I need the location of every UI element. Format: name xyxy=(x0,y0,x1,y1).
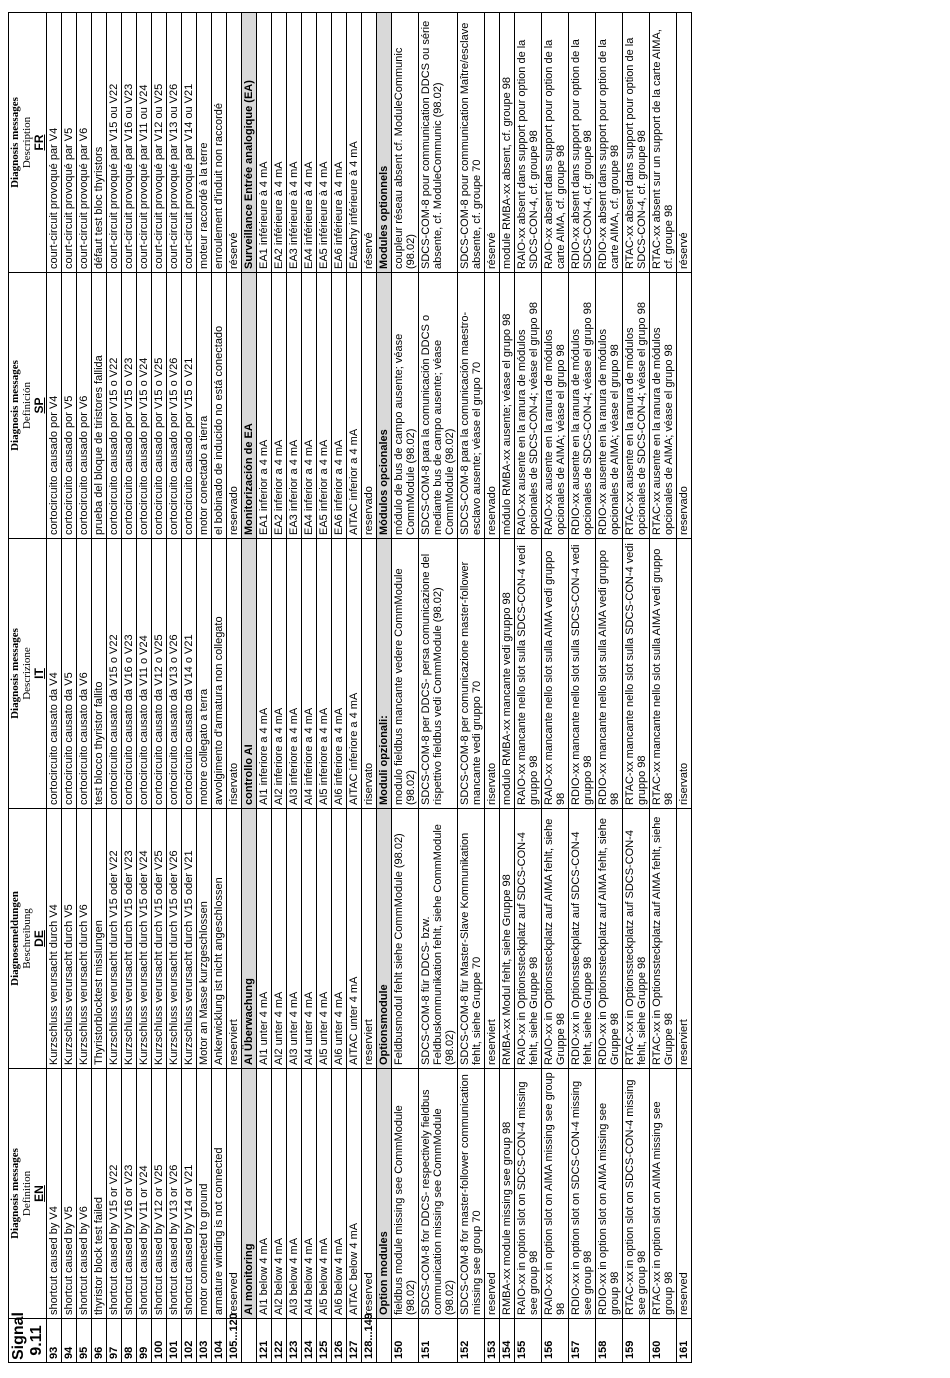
signal-value: 124 xyxy=(302,1319,317,1363)
message-en: AI4 below 4 mA xyxy=(302,1069,317,1319)
message-en: reserved xyxy=(677,1069,692,1319)
table-row xyxy=(152,13,167,1363)
table-row xyxy=(77,13,92,1363)
message-de: SDCS-COM-8 für Master-Slave Kommunikation fehlt, siehe Gruppe 70 xyxy=(458,809,485,1069)
message-it: riservato xyxy=(485,539,500,809)
message-en: shortcut caused by V6 xyxy=(77,1069,92,1319)
message-it: RTAC-xx mancante nello slot sulla AIMA vedi gruppo 98 xyxy=(650,539,677,809)
message-it: cortocircuito causato da V16 o V23 xyxy=(122,539,137,809)
message-de: RDIO-xx in Optionssteckplatz auf AIMA fehlt, siehe Gruppe 98 xyxy=(596,809,623,1069)
message-en: AI2 below 4 mA xyxy=(272,1069,287,1319)
message-en: AI1 below 4 mA xyxy=(257,1069,272,1319)
signal-value: 104 xyxy=(212,1319,227,1363)
message-de: Kurzschluss verursacht durch V15 oder V22 xyxy=(107,809,122,1069)
message-de: Kurzschluss verursacht durch V5 xyxy=(62,809,77,1069)
column-header-fr xyxy=(9,13,47,273)
message-sp: EA6 inferior a 4 mA xyxy=(332,273,347,539)
message-it: AI4 inferiore a 4 mA xyxy=(302,539,317,809)
message-sp: reservado xyxy=(227,273,242,539)
message-de: RMBA-xx Modul fehlt, siehe Gruppe 98 xyxy=(500,809,515,1069)
message-it: SDCS-COM-8 per DDCS- persa comunicazione del rispettivo fieldbus vedi CommModule (98.02) xyxy=(419,539,458,809)
message-de: AI5 unter 4 mA xyxy=(317,809,332,1069)
signal-value: 157 xyxy=(569,1319,596,1363)
message-sp: RTAC-xx ausente en la ranura de módulos opcionales de AIMA; véase el grupo 98 xyxy=(650,273,677,539)
table-row xyxy=(212,13,227,1363)
message-it: riservato xyxy=(362,539,377,809)
message-en: RDIO-xx in option slot on AIMA missing see group 98 xyxy=(596,1069,623,1319)
message-de: Thyristorblocktest misslungen xyxy=(92,809,107,1069)
column-header-it xyxy=(9,539,47,809)
message-sp: RDIO-xx ausente en la ranura de módulos opcionales de AIMA; véase el grupo 98 xyxy=(596,273,623,539)
table-row xyxy=(272,13,287,1363)
header-language: EN xyxy=(32,1185,46,1202)
table-row xyxy=(197,13,212,1363)
table-row xyxy=(122,13,137,1363)
message-fr: réservé xyxy=(362,13,377,273)
message-sp: reservado xyxy=(362,273,377,539)
message-fr: EA4 inférieure à 4 mA xyxy=(302,13,317,273)
message-fr: Surveillance Entrée analogique (EA) xyxy=(242,13,257,273)
message-de: reserviert xyxy=(485,809,500,1069)
message-en: reserved xyxy=(485,1069,500,1319)
table-row xyxy=(392,13,419,1363)
signal-value: 95 xyxy=(77,1319,92,1363)
message-sp: Monitorización de EA xyxy=(242,273,257,539)
table-row xyxy=(485,13,500,1363)
message-de: Kurzschluss verursacht durch V15 oder V21 xyxy=(182,809,197,1069)
message-it: RDIO-xx mancante nello slot sulla AIMA vedi gruppo 98 xyxy=(596,539,623,809)
message-de: reserviert xyxy=(677,809,692,1069)
message-de: AI2 unter 4 mA xyxy=(272,809,287,1069)
table-body xyxy=(47,13,692,1363)
message-fr: EAtachy inférieure à 4 mA xyxy=(347,13,362,273)
signal-value: 96 xyxy=(92,1319,107,1363)
message-it: cortocircuito causato da V12 o V25 xyxy=(152,539,167,809)
message-en: reserved xyxy=(362,1069,377,1319)
message-fr: EA3 inférieure à 4 mA xyxy=(287,13,302,273)
message-de: RTAC-xx in Optionssteckplatz auf SDCS-CON-4 fehlt, siehe Gruppe 98 xyxy=(623,809,650,1069)
message-en: armature winding is not connected xyxy=(212,1069,227,1319)
message-fr: court-circuit provoqué par V15 ou V22 xyxy=(107,13,122,273)
signal-value: 160 xyxy=(650,1319,677,1363)
signal-value: 121 xyxy=(257,1319,272,1363)
message-fr: court-circuit provoqué par V4 xyxy=(47,13,62,273)
message-sp: cortocircuito causado por V6 xyxy=(77,273,92,539)
message-fr: RDIO-xx absent dans support pour option de la SDCS-CON-4, cf. groupe 98 xyxy=(569,13,596,273)
message-it: modulo RMBA-xx mancante vedi gruppo 98 xyxy=(500,539,515,809)
message-it: cortocircuito causato da V15 o V22 xyxy=(107,539,122,809)
message-en: shortcut caused by V11 or V24 xyxy=(137,1069,152,1319)
column-header-sp xyxy=(9,273,47,539)
signal-value: 161 xyxy=(677,1319,692,1363)
message-fr: court-circuit provoqué par V11 ou V24 xyxy=(137,13,152,273)
message-fr: court-circuit provoqué par V12 ou V25 xyxy=(152,13,167,273)
message-sp: RTAC-xx ausente en la ranura de módulos opcionales de SDCS-CON-4; véase el grupo 98 xyxy=(623,273,650,539)
table-row xyxy=(137,13,152,1363)
message-fr: EA5 inférieure à 4 mA xyxy=(317,13,332,273)
message-fr: réservé xyxy=(485,13,500,273)
message-en: RAIO-xx in option slot on SDCS-CON-4 missing see group 98 xyxy=(515,1069,542,1319)
message-sp: cortocircuito causado por V15 o V21 xyxy=(182,273,197,539)
message-sp: cortocircuito causado por V15 o V23 xyxy=(122,273,137,539)
message-en: shortcut caused by V13 or V26 xyxy=(167,1069,182,1319)
message-sp: cortocircuito causado por V15 o V26 xyxy=(167,273,182,539)
message-de: Feldbusmodul fehlt siehe CommModule (98.02) xyxy=(392,809,419,1069)
message-sp: módulo de bus de campo ausente; véase CommModule (98.02) xyxy=(392,273,419,539)
signal-value: 105...120 xyxy=(227,1319,242,1363)
signal-value xyxy=(377,1319,392,1363)
message-de: AI1 unter 4 mA xyxy=(257,809,272,1069)
table-header-row xyxy=(9,13,47,1363)
message-it: AI6 inferiore a 4 mA xyxy=(332,539,347,809)
table-row xyxy=(227,13,242,1363)
message-en: Option modules xyxy=(377,1069,392,1319)
table-row xyxy=(419,13,458,1363)
signal-value xyxy=(242,1319,257,1363)
header-subtitle: Definition xyxy=(21,1170,33,1217)
header-title: Diagnosis messages xyxy=(9,628,21,719)
message-sp: SDCS-COM-8 para la comunicación maestro-esclavo ausente; véase el grupo 70 xyxy=(458,273,485,539)
signal-value: 153 xyxy=(485,1319,500,1363)
message-fr: réservé xyxy=(677,13,692,273)
message-it: Moduli opzionali: xyxy=(377,539,392,809)
signal-value: 123 xyxy=(287,1319,302,1363)
message-en: thyristor block test failed xyxy=(92,1069,107,1319)
message-fr: court-circuit provoqué par V13 ou V26 xyxy=(167,13,182,273)
message-it: avvolgimento d'armatura non collegato xyxy=(212,539,227,809)
signal-value: 103 xyxy=(197,1319,212,1363)
message-sp: EA4 inferior a 4 mA xyxy=(302,273,317,539)
message-de: SDCS-COM-8 für DDCS- bzw. Feldbuskommunikation fehlt, siehe CommModule (98.02) xyxy=(419,809,458,1069)
table-row xyxy=(347,13,362,1363)
signal-value: 101 xyxy=(167,1319,182,1363)
message-sp: RDIO-xx ausente en la ranura de módulos opcionales de SDCS-CON-4; véase el grupo 98 xyxy=(569,273,596,539)
message-en: shortcut caused by V15 or V22 xyxy=(107,1069,122,1319)
signal-value: 125 xyxy=(317,1319,332,1363)
diagnosis-messages-table xyxy=(8,12,692,1363)
message-sp: RAIO-xx ausente en la ranura de módulos opcionales de AIMA; véase el grupo 98 xyxy=(542,273,569,539)
message-de: Optionsmodule xyxy=(377,809,392,1069)
message-de: RDIO-xx in Optionssteckplatz auf SDCS-CON-4 fehlt, siehe Gruppe 98 xyxy=(569,809,596,1069)
table-row xyxy=(167,13,182,1363)
message-en: shortcut caused by V12 or V25 xyxy=(152,1069,167,1319)
message-de: RAIO-xx in Optionssteckplatz auf AIMA fehlt, siehe Gruppe 98 xyxy=(542,809,569,1069)
table-row xyxy=(302,13,317,1363)
table-row xyxy=(515,13,542,1363)
message-de: Ankerwicklung ist nicht angeschlossen xyxy=(212,809,227,1069)
message-fr: RAIO-xx absent dans support pour option de la SDCS-CON-4, cf. groupe 98 xyxy=(515,13,542,273)
message-it: cortocircuito causato da V13 o V26 xyxy=(167,539,182,809)
message-it: cortocircuito causato da V4 xyxy=(47,539,62,809)
table-row xyxy=(623,13,650,1363)
message-en: reserved xyxy=(227,1069,242,1319)
message-fr: EA6 inférieure à 4 mA xyxy=(332,13,347,273)
table-row xyxy=(362,13,377,1363)
section-row xyxy=(377,13,392,1363)
table-row xyxy=(569,13,596,1363)
message-de: reserviert xyxy=(227,809,242,1069)
message-it: AI3 inferiore a 4 mA xyxy=(287,539,302,809)
message-it: controllo AI xyxy=(242,539,257,809)
message-de: RAIO-xx in Optionssteckplatz auf SDCS-CON-4 fehlt, siehe Gruppe 98 xyxy=(515,809,542,1069)
message-sp: RAIO-xx ausente en la ranura de módulos opcionales de SDCS-CON-4; véase el grupo 98 xyxy=(515,273,542,539)
message-de: Motor an Masse kurzgeschlossen xyxy=(197,809,212,1069)
message-en: AI monitoring xyxy=(242,1069,257,1319)
table-row xyxy=(317,13,332,1363)
message-fr: défaut test bloc thyristors xyxy=(92,13,107,273)
signal-value: 100 xyxy=(152,1319,167,1363)
message-de: AI4 unter 4 mA xyxy=(302,809,317,1069)
message-sp: reservado xyxy=(677,273,692,539)
signal-value: 99 xyxy=(137,1319,152,1363)
header-subtitle: Descrizione xyxy=(21,647,33,700)
message-en: shortcut caused by V14 or V21 xyxy=(182,1069,197,1319)
message-en: RMBA-xx module missing see group 98 xyxy=(500,1069,515,1319)
signal-value: 128...149 xyxy=(362,1319,377,1363)
message-fr: court-circuit provoqué par V5 xyxy=(62,13,77,273)
message-de: Kurzschluss verursacht durch V15 oder V23 xyxy=(122,809,137,1069)
column-header-de xyxy=(9,809,47,1069)
message-fr: EA1 inférieure à 4 mA xyxy=(257,13,272,273)
signal-value: 127 xyxy=(347,1319,362,1363)
header-title: Diagnosis messages xyxy=(9,360,21,451)
header-language: SP xyxy=(32,397,46,414)
table-row xyxy=(542,13,569,1363)
message-fr: RDIO-xx absent dans support pour option de la carte AIMA, cf. groupe 98 xyxy=(596,13,623,273)
message-sp: Módulos opcionales xyxy=(377,273,392,539)
message-it: AI2 inferiore a 4 mA xyxy=(272,539,287,809)
message-de: AI3 unter 4 mA xyxy=(287,809,302,1069)
message-en: AI6 below 4 mA xyxy=(332,1069,347,1319)
message-fr: EA2 inférieure à 4 mA xyxy=(272,13,287,273)
message-de: AI Überwachung xyxy=(242,809,257,1069)
message-fr: module RMBA-xx absent, cf. groupe 98 xyxy=(500,13,515,273)
signal-value: 155 xyxy=(515,1319,542,1363)
message-de: Kurzschluss verursacht durch V4 xyxy=(47,809,62,1069)
message-de: Kurzschluss verursacht durch V15 oder V25 xyxy=(152,809,167,1069)
message-it: RTAC-xx mancante nello slot sulla SDCS-CON-4 vedi gruppo 98 xyxy=(623,539,650,809)
message-it: riservato xyxy=(677,539,692,809)
section-row xyxy=(242,13,257,1363)
table-row xyxy=(677,13,692,1363)
message-de: AITAC unter 4 mA xyxy=(347,809,362,1069)
message-sp: cortocircuito causado por V4 xyxy=(47,273,62,539)
signal-value: 126 xyxy=(332,1319,347,1363)
message-de: Kurzschluss verursacht durch V15 oder V24 xyxy=(137,809,152,1069)
header-subtitle: Definición xyxy=(21,381,33,430)
signal-value: 152 xyxy=(458,1319,485,1363)
table-row xyxy=(458,13,485,1363)
message-sp: SDCS-COM-8 para la comunicación DDCS o mediante bus de campo ausente; véase CommModule (98.02) xyxy=(419,273,458,539)
message-fr: réservé xyxy=(227,13,242,273)
message-de: Kurzschluss verursacht durch V6 xyxy=(77,809,92,1069)
signal-value: 93 xyxy=(47,1319,62,1363)
message-sp: EA3 inferior a 4 mA xyxy=(287,273,302,539)
header-language: DE xyxy=(32,930,46,947)
message-sp: reservado xyxy=(485,273,500,539)
message-en: motor connected to ground xyxy=(197,1069,212,1319)
message-de: reserviert xyxy=(362,809,377,1069)
message-de: RTAC-xx in Optionssteckplatz auf AIMA fehlt, siehe Gruppe 98 xyxy=(650,809,677,1069)
message-en: shortcut caused by V4 xyxy=(47,1069,62,1319)
message-fr: RAIO-xx absent dans support pour option de la carte AIMA, cf. groupe 98 xyxy=(542,13,569,273)
message-fr: moteur raccordé à la terre xyxy=(197,13,212,273)
table-row xyxy=(107,13,122,1363)
message-en: RDIO-xx in option slot on SDCS-CON-4 missing see group 98 xyxy=(569,1069,596,1319)
message-sp: EA5 inferior a 4 mA xyxy=(317,273,332,539)
header-subtitle: Beschreibung xyxy=(21,908,33,969)
table-row xyxy=(332,13,347,1363)
message-it: AI1 inferiore a 4 mA xyxy=(257,539,272,809)
signal-value: 94 xyxy=(62,1319,77,1363)
message-sp: prueba del bloque de tiristores fallida xyxy=(92,273,107,539)
table-row xyxy=(62,13,77,1363)
message-en: AI3 below 4 mA xyxy=(287,1069,302,1319)
message-fr: court-circuit provoqué par V16 ou V23 xyxy=(122,13,137,273)
header-language: FR xyxy=(32,134,46,151)
message-sp: cortocircuito causado por V15 o V25 xyxy=(152,273,167,539)
message-fr: court-circuit provoqué par V14 ou V21 xyxy=(182,13,197,273)
message-it: cortocircuito causato da V5 xyxy=(62,539,77,809)
column-header-en xyxy=(9,1069,47,1319)
message-it: RAIO-xx mancante nello slot sulla SDCS-CON-4 vedi gruppo 98 xyxy=(515,539,542,809)
table-row xyxy=(47,13,62,1363)
message-fr: RTAC-xx absent dans support pour option de la SDCS-CON-4, cf. groupe 98 xyxy=(623,13,650,273)
message-fr: SDCS-COM-8 pour communication Maître/esclave absente, cf. groupe 70 xyxy=(458,13,485,273)
message-it: motore collegato a terra xyxy=(197,539,212,809)
message-it: RDIO-xx mancante nello slot sulla SDCS-CON-4 vedi gruppo 98 xyxy=(569,539,596,809)
message-en: SDCS-COM-8 for DDCS- respectively fieldbus communication missing see CommModule (98.02) xyxy=(419,1069,458,1319)
message-it: RAIO-xx mancante nello slot sulla AIMA vedi gruppo 98 xyxy=(542,539,569,809)
message-de: Kurzschluss verursacht durch V15 oder V26 xyxy=(167,809,182,1069)
message-it: riservato xyxy=(227,539,242,809)
signal-value: 156 xyxy=(542,1319,569,1363)
message-it: SDCS-COM-8 per comunicazione master-follower mancante vedi gruppo 70 xyxy=(458,539,485,809)
message-it: test blocco thyristor fallito xyxy=(92,539,107,809)
message-sp: EA1 inferior a 4 mA xyxy=(257,273,272,539)
table-row xyxy=(287,13,302,1363)
header-subtitle: Description xyxy=(21,116,33,169)
message-sp: cortocircuito causado por V5 xyxy=(62,273,77,539)
message-en: fieldbus module missing see CommModule (98.02) xyxy=(392,1069,419,1319)
message-en: AI5 below 4 mA xyxy=(317,1069,332,1319)
signal-label: Signal xyxy=(9,1311,27,1360)
message-fr: coupleur réseau absent cf. ModuleCommunic (98.02) xyxy=(392,13,419,273)
table-row xyxy=(182,13,197,1363)
message-sp: motor conectado a tierra xyxy=(197,273,212,539)
message-en: SDCS-COM-8 for master-follower communication missing see group 70 xyxy=(458,1069,485,1319)
message-fr: SDCS-COM-8 pour communication DDCS ou série absente, cf. ModuleCommunic (98.02) xyxy=(419,13,458,273)
message-fr: court-circuit provoqué par V6 xyxy=(77,13,92,273)
message-en: RAIO-xx in option slot on AIMA missing see group 98 xyxy=(542,1069,569,1319)
message-it: AITAC inferiore a 4 mA xyxy=(347,539,362,809)
signal-value: 98 xyxy=(122,1319,137,1363)
header-title: Diagnosemeldungen xyxy=(9,891,21,986)
message-sp: cortocircuito causado por V15 o V22 xyxy=(107,273,122,539)
message-de: AI6 unter 4 mA xyxy=(332,809,347,1069)
table-row xyxy=(596,13,623,1363)
signal-number: 9.11 xyxy=(27,1325,45,1356)
table-row xyxy=(92,13,107,1363)
message-en: shortcut caused by V16 or V23 xyxy=(122,1069,137,1319)
table-row xyxy=(650,13,677,1363)
message-en: RTAC-xx in option slot on SDCS-CON-4 missing see group 98 xyxy=(623,1069,650,1319)
table-row xyxy=(257,13,272,1363)
message-en: RTAC-xx in option slot on AIMA missing see group 98 xyxy=(650,1069,677,1319)
table-row xyxy=(500,13,515,1363)
message-sp: AITAC inferior a 4 mA xyxy=(347,273,362,539)
message-fr: RTAC-xx absent sur un support de la carte AIMA, cf. groupe 98 xyxy=(650,13,677,273)
message-it: AI5 inferiore a 4 mA xyxy=(317,539,332,809)
header-title: Diagnosis messages xyxy=(9,97,21,188)
message-it: cortocircuito causato da V14 o V21 xyxy=(182,539,197,809)
signal-value: 97 xyxy=(107,1319,122,1363)
message-sp: módulo RMBA-xx ausente; véase el grupo 98 xyxy=(500,273,515,539)
header-language: IT xyxy=(32,668,46,679)
message-fr: Modules optionnels xyxy=(377,13,392,273)
signal-value: 102 xyxy=(182,1319,197,1363)
signal-value: 122 xyxy=(272,1319,287,1363)
message-it: modulo fieldbus mancante vedere CommModule (98.02) xyxy=(392,539,419,809)
message-en: shortcut caused by V5 xyxy=(62,1069,77,1319)
message-it: cortocircuito causato da V11 o V24 xyxy=(137,539,152,809)
message-fr: enroulement d'induit non raccordé xyxy=(212,13,227,273)
signal-value: 159 xyxy=(623,1319,650,1363)
signal-value: 158 xyxy=(596,1319,623,1363)
message-sp: EA2 inferior a 4 mA xyxy=(272,273,287,539)
signal-value: 154 xyxy=(500,1319,515,1363)
signal-value: 150 xyxy=(392,1319,419,1363)
header-title: Diagnosis messages xyxy=(9,1148,21,1239)
message-sp: el bobinado de inducido no está conectado xyxy=(212,273,227,539)
message-it: cortocircuito causato da V6 xyxy=(77,539,92,809)
signal-value: 151 xyxy=(419,1319,458,1363)
message-en: AITAC below 4 mA xyxy=(347,1069,362,1319)
message-sp: cortocircuito causado por V15 o V24 xyxy=(137,273,152,539)
signal-header xyxy=(9,1311,47,1363)
